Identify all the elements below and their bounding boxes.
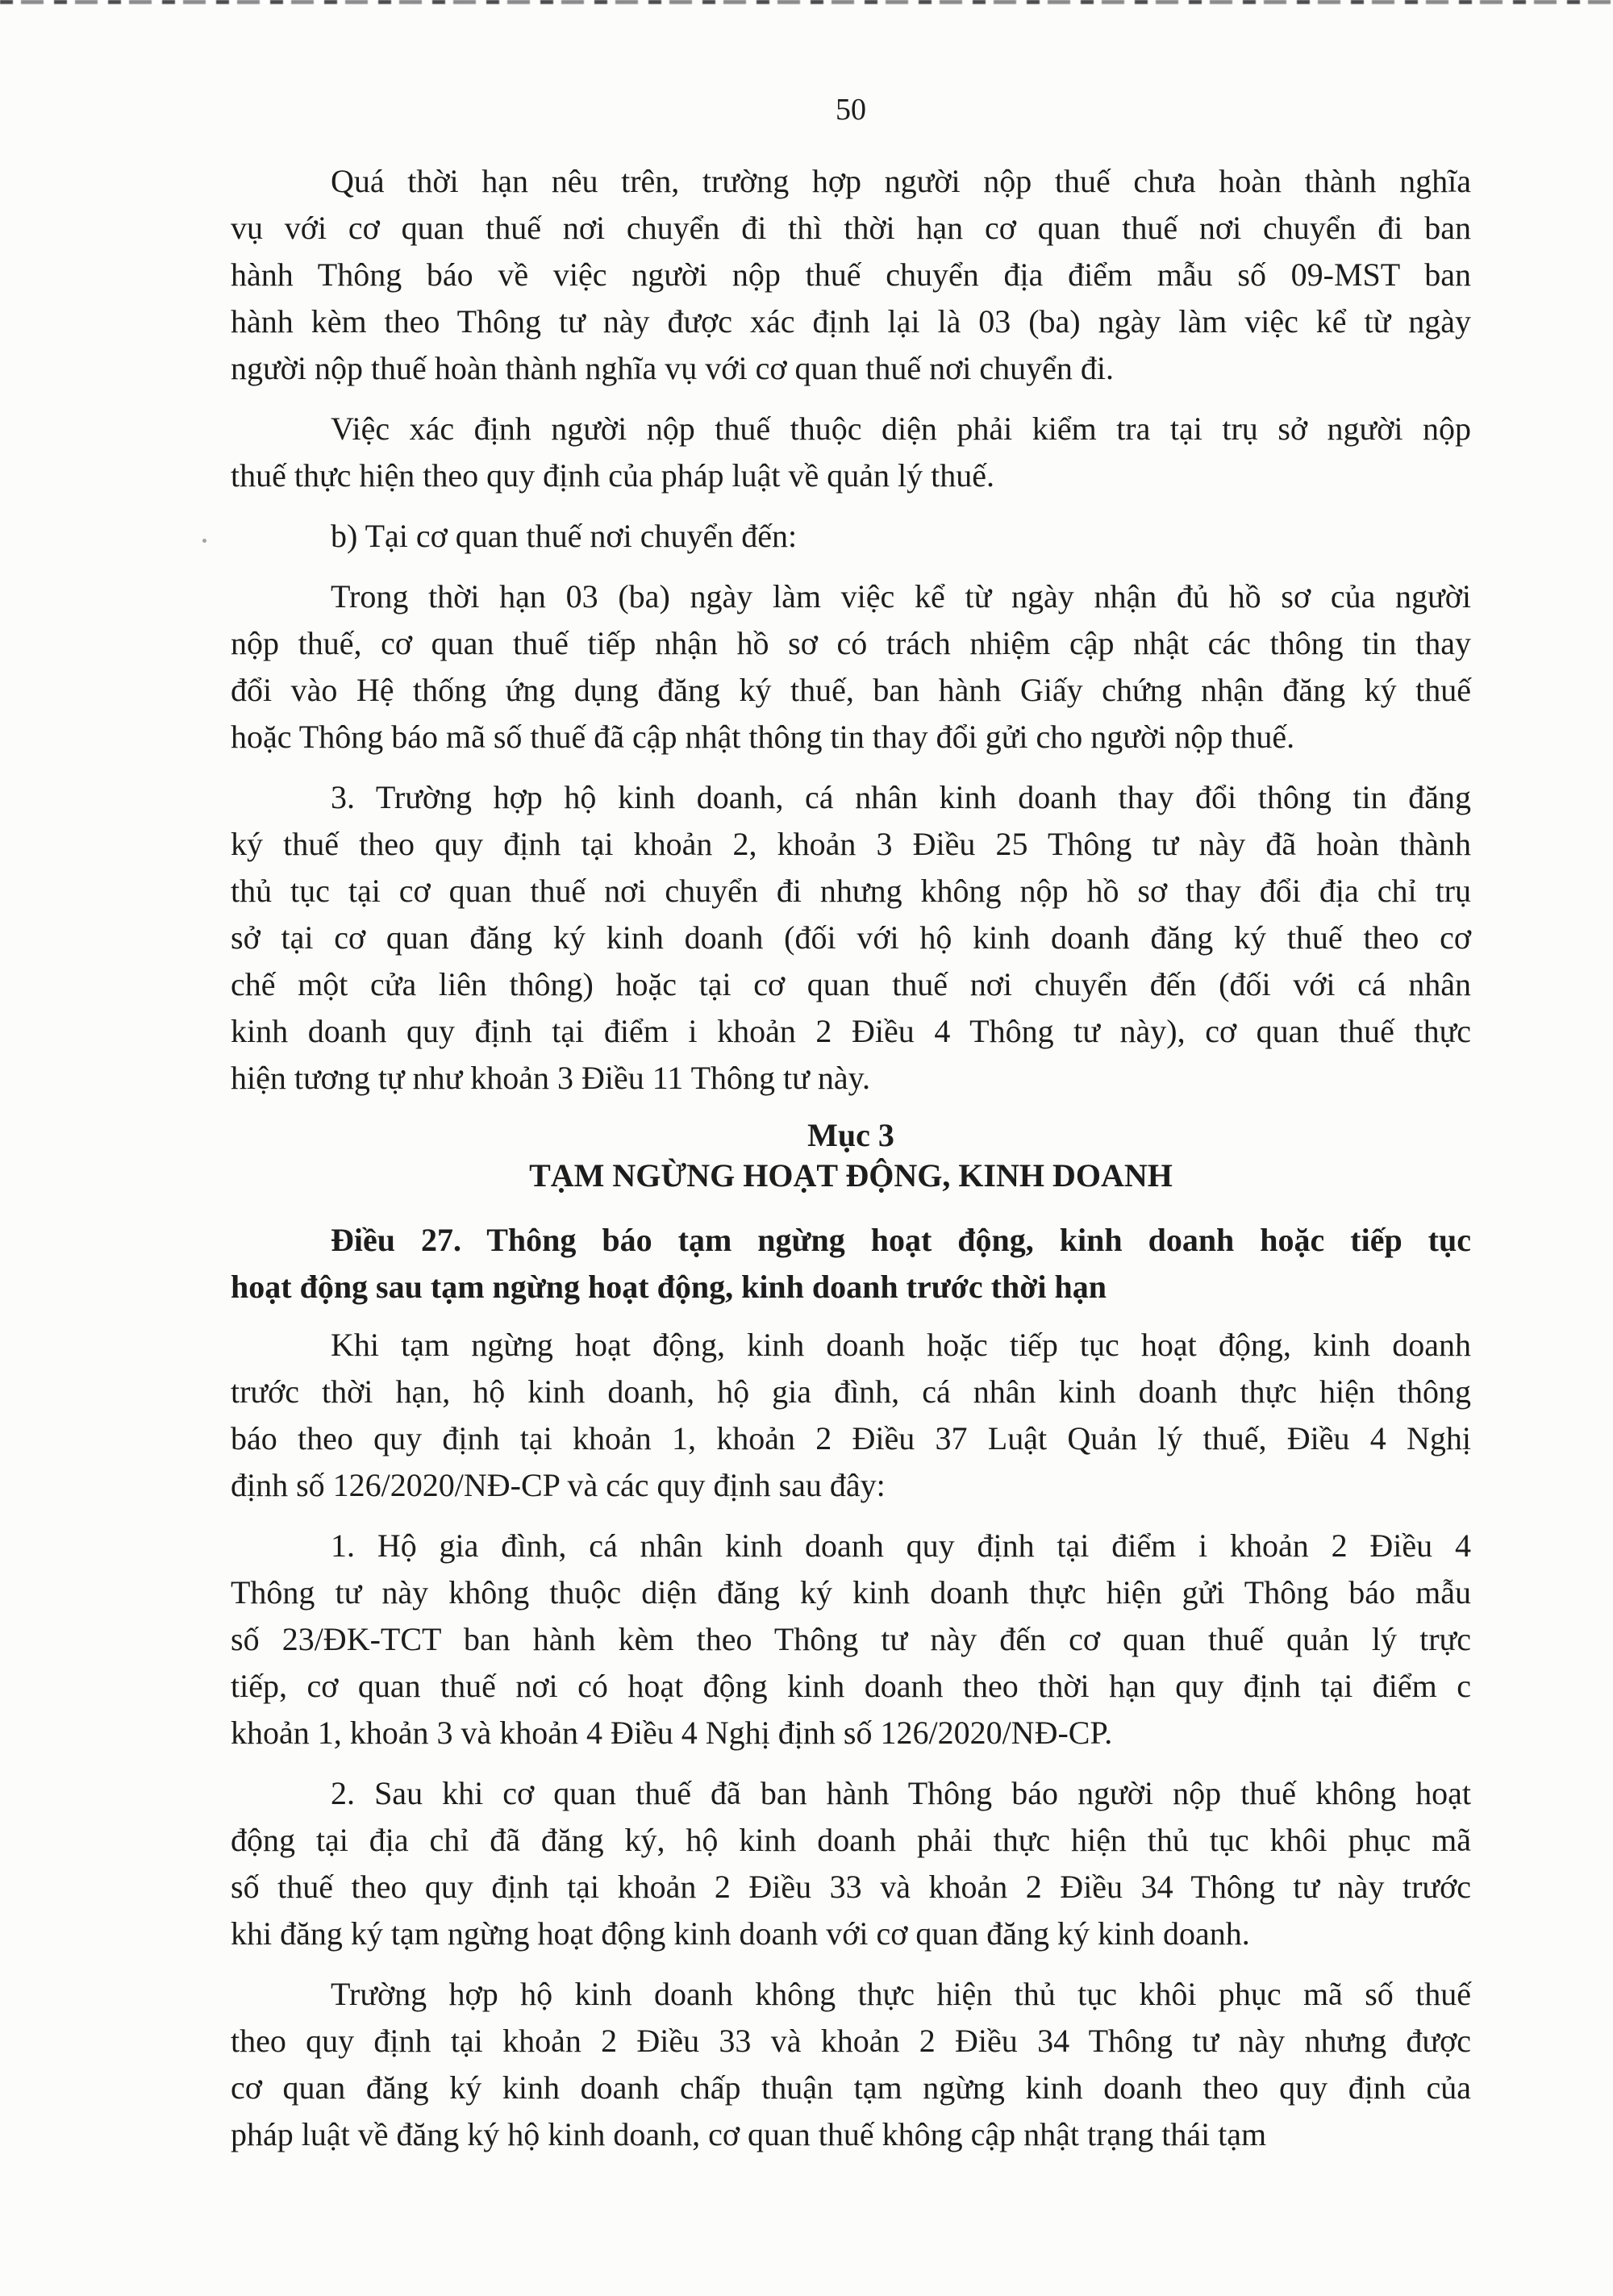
paragraph-clause-2	[231, 1770, 1471, 1957]
text-line: hành kèm theo Thông tư này được xác định lại là 03 (ba) ngày làm việc kể từ ngày	[231, 303, 1471, 340]
paragraph-overdue-deadline	[231, 158, 1471, 392]
paragraph-non-restoration-case	[231, 1971, 1471, 2158]
section-kicker-text: Mục 3	[807, 1117, 894, 1153]
text-line: kinh doanh quy định tại điểm i khoản 2 Điều 4 Thông tư này), cơ quan thuế thực	[231, 1013, 1471, 1049]
section-title-text: TẠM NGỪNG HOẠT ĐỘNG, KINH DOANH	[529, 1157, 1173, 1194]
text-line: pháp luật về đăng ký hộ kinh doanh, cơ quan thuế không cập nhật trạng thái tạm	[231, 2116, 1267, 2152]
text-line: đổi vào Hệ thống ứng dụng đăng ký thuế, ban hành Giấy chứng nhận đăng ký thuế	[231, 672, 1471, 708]
text-line: hiện tương tự như khoản 3 Điều 11 Thông tư này.	[231, 1060, 870, 1096]
text-line: vụ với cơ quan thuế nơi chuyển đi thì thời hạn cơ quan thuế nơi chuyển đi ban	[231, 210, 1471, 246]
text-line: 2. Sau khi cơ quan thuế đã ban hành Thông báo người nộp thuế không hoạt	[331, 1775, 1471, 1811]
text-line: Trong thời hạn 03 (ba) ngày làm việc kể từ ngày nhận đủ hồ sơ của người	[331, 578, 1471, 615]
paragraph-clause-1	[231, 1523, 1471, 1756]
paragraph-three-day-processing	[231, 573, 1471, 760]
text-line: tiếp, cơ quan thuế nơi có hoạt động kinh doanh theo thời hạn quy định tại điểm c	[231, 1668, 1471, 1704]
scan-artifact-dot	[202, 539, 206, 543]
text-column	[231, 0, 1471, 2172]
paragraph-taxpayer-verification	[231, 406, 1471, 499]
text-line: Khi tạm ngừng hoạt động, kinh doanh hoặc tiếp tục hoạt động, kinh doanh	[331, 1327, 1471, 1363]
text-line: khi đăng ký tạm ngừng hoạt động kinh doanh với cơ quan đăng ký kinh doanh.	[231, 1915, 1250, 1952]
section-kicker	[231, 1115, 1471, 1156]
text-line: 3. Trường hợp hộ kinh doanh, cá nhân kinh doanh thay đổi thông tin đăng	[331, 779, 1471, 815]
paragraph-clause-3	[231, 774, 1471, 1102]
text-line: người nộp thuế hoàn thành nghĩa vụ với cơ quan thuế nơi chuyển đi.	[231, 350, 1114, 386]
text-line: hành Thông báo về việc người nộp thuế chuyển địa điểm mẫu số 09-MST ban	[231, 256, 1471, 293]
text-line: sở tại cơ quan đăng ký kinh doanh (đối với hộ kinh doanh đăng ký thuế theo cơ	[231, 919, 1471, 956]
item-b-heading	[231, 513, 1471, 560]
text-line: theo quy định tại khoản 2 Điều 33 và khoản 2 Điều 34 Thông tư này nhưng được	[231, 2023, 1471, 2059]
text-line: số 23/ĐK-TCT ban hành kèm theo Thông tư này đến cơ quan thuế quản lý trực	[231, 1621, 1471, 1657]
text-line: thủ tục tại cơ quan thuế nơi chuyển đi nhưng không nộp hồ sơ thay đổi địa chỉ trụ	[231, 873, 1471, 909]
text-line: Điều 27. Thông báo tạm ngừng hoạt động, kinh doanh hoặc tiếp tục	[331, 1222, 1471, 1258]
article-27-heading	[231, 1217, 1471, 1311]
text-line: Quá thời hạn nêu trên, trường hợp người nộp thuế chưa hoàn thành nghĩa	[331, 163, 1471, 199]
text-line: chế một cửa liên thông) hoặc tại cơ quan thuế nơi chuyển đến (đối với cá nhân	[231, 966, 1471, 1002]
text-line: báo theo quy định tại khoản 1, khoản 2 Điều 37 Luật Quản lý thuế, Điều 4 Nghị	[231, 1420, 1471, 1456]
section-title	[231, 1156, 1471, 1196]
text-line: Thông tư này không thuộc diện đăng ký kinh doanh thực hiện gửi Thông báo mẫu	[231, 1574, 1471, 1611]
text-line: nộp thuế, cơ quan thuế tiếp nhận hồ sơ có trách nhiệm cập nhật các thông tin thay	[231, 625, 1471, 661]
text-line: ký thuế theo quy định tại khoản 2, khoản 3 Điều 25 Thông tư này đã hoàn thành	[231, 826, 1471, 862]
text-line: Trường hợp hộ kinh doanh không thực hiện thủ tục khôi phục mã số thuế	[331, 1976, 1471, 2012]
text-line: 1. Hộ gia đình, cá nhân kinh doanh quy định tại điểm i khoản 2 Điều 4	[331, 1527, 1471, 1564]
text-line: động tại địa chỉ đã đăng ký, hộ kinh doanh phải thực hiện thủ tục khôi phục mã	[231, 1822, 1471, 1858]
text-line: định số 126/2020/NĐ-CP và các quy định sau đây:	[231, 1467, 886, 1503]
text-line: hoạt động sau tạm ngừng hoạt động, kinh doanh trước thời hạn	[231, 1269, 1107, 1305]
text-line: hoặc Thông báo mã số thuế đã cập nhật thông tin thay đổi gửi cho người nộp thuế.	[231, 719, 1295, 755]
paragraph-suspension-intro	[231, 1322, 1471, 1509]
text-line: thuế thực hiện theo quy định của pháp luật về quản lý thuế.	[231, 457, 994, 494]
text-line: khoản 1, khoản 3 và khoản 4 Điều 4 Nghị định số 126/2020/NĐ-CP.	[231, 1715, 1113, 1751]
text-line: cơ quan đăng ký kinh doanh chấp thuận tạm ngừng kinh doanh theo quy định của	[231, 2069, 1471, 2106]
text-line: số thuế theo quy định tại khoản 2 Điều 33 và khoản 2 Điều 34 Thông tư này trước	[231, 1869, 1471, 1905]
text-line: b) Tại cơ quan thuế nơi chuyển đến:	[331, 518, 798, 554]
text-line: trước thời hạn, hộ kinh doanh, hộ gia đình, cá nhân kinh doanh thực hiện thông	[231, 1373, 1471, 1410]
text-line: Việc xác định người nộp thuế thuộc diện phải kiểm tra tại trụ sở người nộp	[331, 410, 1471, 447]
page-number: 50	[836, 93, 866, 127]
